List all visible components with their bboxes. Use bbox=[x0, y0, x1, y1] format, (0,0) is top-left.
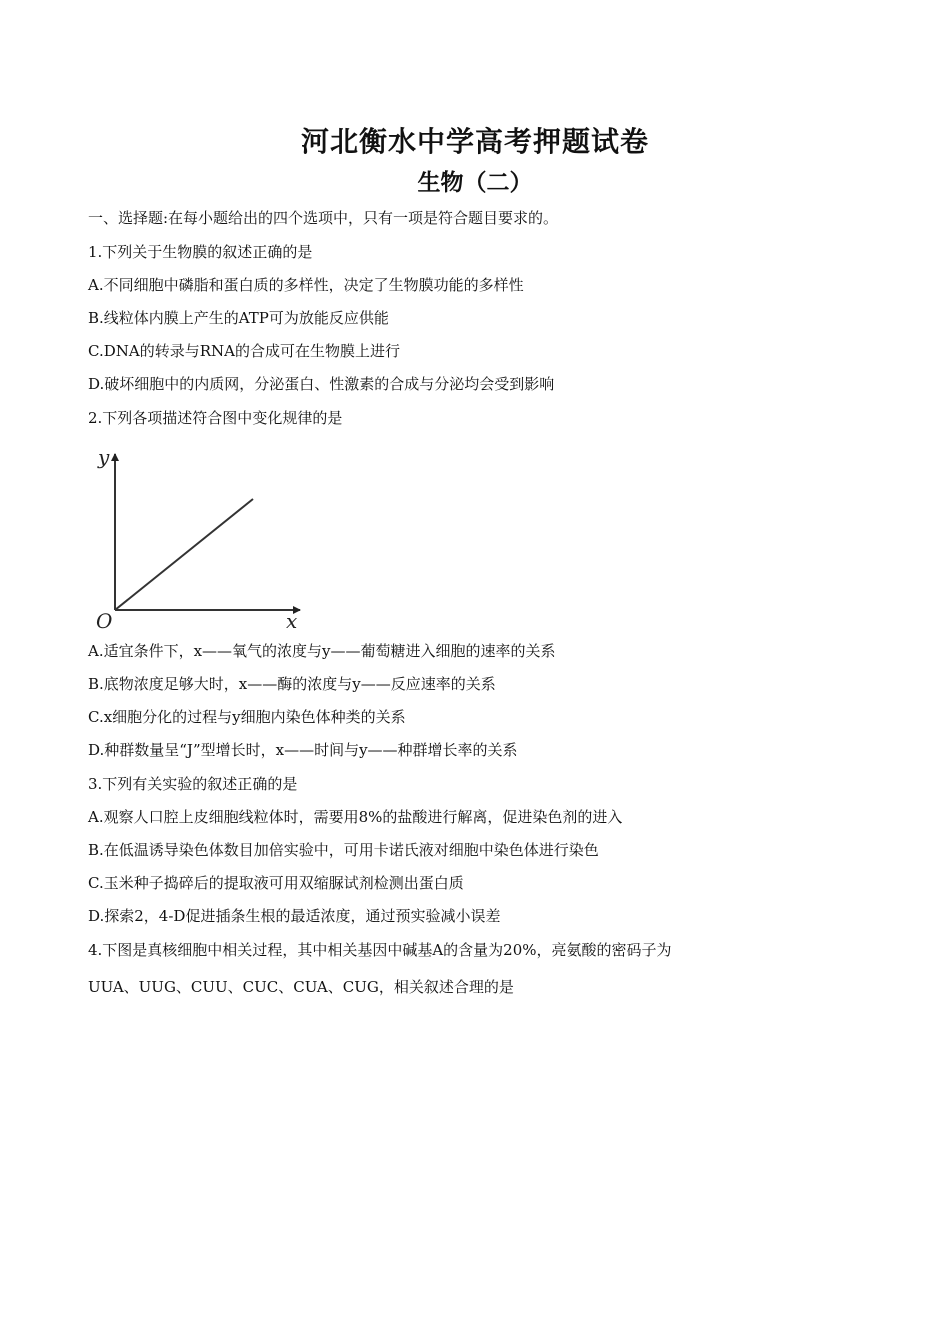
proportional-line bbox=[115, 499, 253, 610]
question-4-stem-line-1: 4.下图是真核细胞中相关过程，其中相关基因中碱基A的含量为20%，亮氨酸的密码子为 bbox=[88, 941, 672, 959]
x-axis-label: x bbox=[286, 609, 298, 632]
question-2-stem: 2.下列各项描述符合图中变化规律的是 bbox=[88, 409, 343, 427]
question-2-option-c: C.x细胞分化的过程与y细胞内染色体种类的关系 bbox=[88, 708, 406, 726]
question-2-option-a: A.适宜条件下，x——氧气的浓度与y——葡萄糖进入细胞的速率的关系 bbox=[88, 642, 556, 660]
origin-label: O bbox=[96, 609, 113, 632]
page-title: 河北衡水中学高考押题试卷 bbox=[300, 125, 649, 158]
question-1-option-a: A.不同细胞中磷脂和蛋白质的多样性，决定了生物膜功能的多样性 bbox=[88, 276, 524, 294]
section-instruction: 一、选择题:在每小题给出的四个选项中，只有一项是符合题目要求的。 bbox=[88, 209, 559, 227]
question-2-graph bbox=[90, 442, 310, 632]
question-1-option-d: D.破坏细胞中的内质网，分泌蛋白、性激素的合成与分泌均会受到影响 bbox=[88, 375, 555, 393]
question-3-option-c: C.玉米种子捣碎后的提取液可用双缩脲试剂检测出蛋白质 bbox=[88, 874, 464, 892]
question-1-option-b: B.线粒体内膜上产生的ATP可为放能反应供能 bbox=[88, 309, 389, 327]
question-2-option-d: D.种群数量呈“J”型增长时，x——时间与y——种群增长率的关系 bbox=[88, 741, 518, 759]
question-1-option-c: C.DNA的转录与RNA的合成可在生物膜上进行 bbox=[88, 342, 400, 360]
y-axis-label: y bbox=[98, 445, 110, 469]
page-subtitle: 生物（二） bbox=[417, 170, 533, 196]
question-2-option-b: B.底物浓度足够大时，x——酶的浓度与y——反应速率的关系 bbox=[88, 675, 496, 693]
question-3-option-a: A.观察人口腔上皮细胞线粒体时，需要用8%的盐酸进行解离，促进染色剂的进入 bbox=[88, 808, 623, 826]
question-3-option-b: B.在低温诱导染色体数目加倍实验中，可用卡诺氏液对细胞中染色体进行染色 bbox=[88, 841, 599, 859]
question-3-option-d: D.探索2，4-D促进插条生根的最适浓度，通过预实验减小误差 bbox=[88, 907, 501, 925]
question-4-stem-line-2: UUA、UUG、CUU、CUC、CUA、CUG，相关叙述合理的是 bbox=[88, 978, 514, 996]
question-3-stem: 3.下列有关实验的叙述正确的是 bbox=[88, 775, 298, 793]
question-1-stem: 1.下列关于生物膜的叙述正确的是 bbox=[88, 243, 313, 261]
